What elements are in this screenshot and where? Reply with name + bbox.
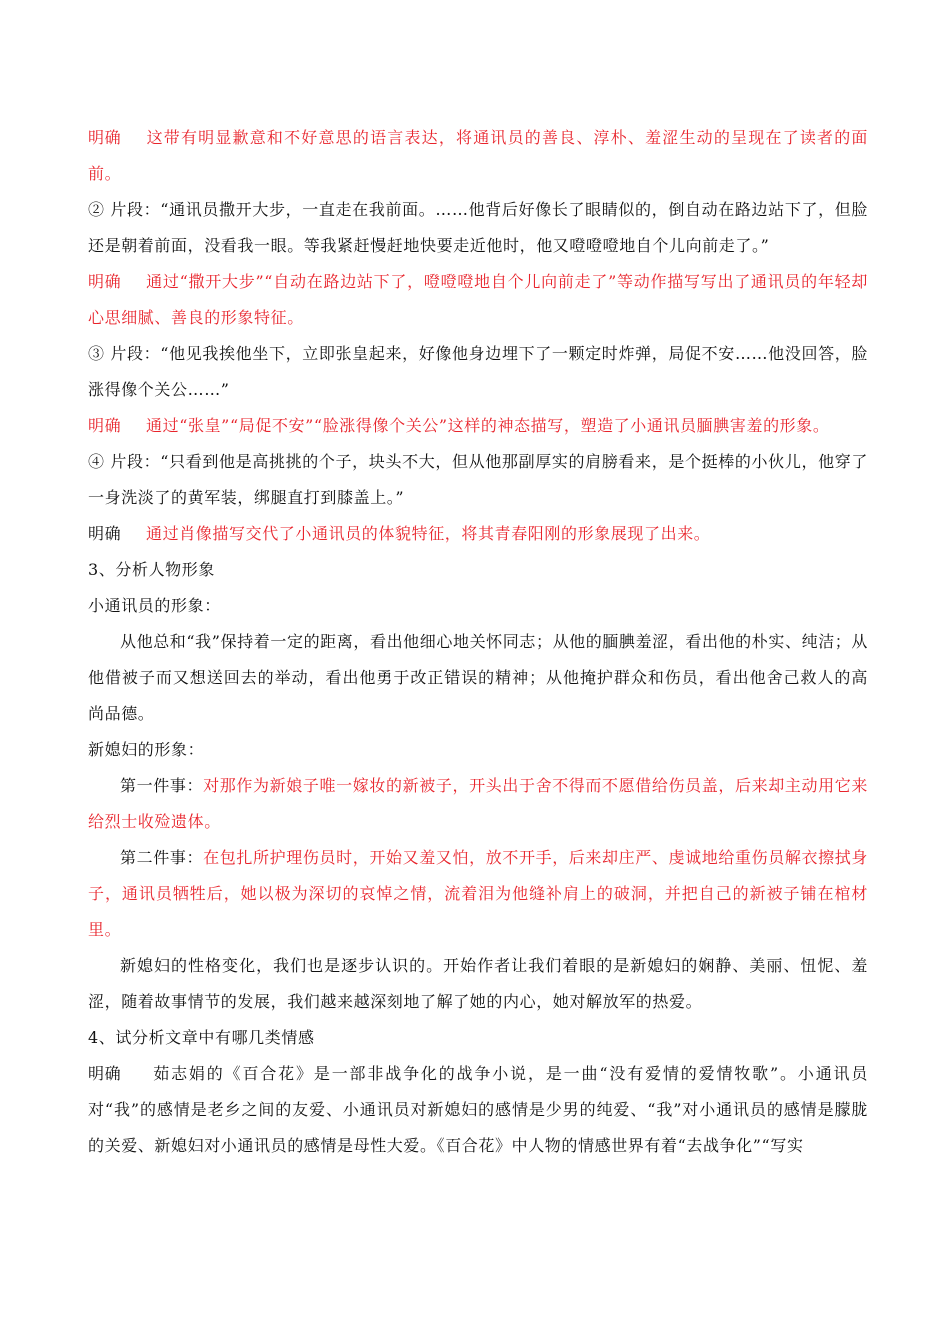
answer-block <box>88 120 868 192</box>
answer-text: 茹志娟的《百合花》是一部非战争化的战争小说，是一曲“没有爱情的爱情牧歌”。小通讯员对“我”的感情是老乡之间的友爱、小通讯员对新媳妇的感情是少男的纯爱、“我”对小通讯员的感情是朦胧的关爱、新媳妇对小通讯员的感情是母性大爱。《百合花》中人物的情感世界有着“去战争化”“写实 <box>88 1064 868 1155</box>
answer-block <box>88 516 868 552</box>
fragment-text: ③ 片段：“他见我挨他坐下，立即张皇起来，好像他身边埋下了一颗定时炸弹，局促不安……他没回答，脸涨得像个关公……” <box>88 344 868 399</box>
answer-label: 明确 <box>88 524 122 543</box>
event-text: 对那作为新娘子唯一嫁妆的新被子，开头出于舍不得而不愿借给伤员盖，后来却主动用它来给烈士收殓遗体。 <box>88 776 868 831</box>
event-label: 第二件事： <box>120 848 204 867</box>
answer-block <box>88 264 868 336</box>
answer-text: 通过“张皇”“局促不安”“脸涨得像个关公”这样的神态描写，塑造了小通讯员腼腆害羞的形象。 <box>146 416 830 435</box>
answer-text: 这带有明显歉意和不好意思的语言表达，将通讯员的善良、淳朴、羞涩生动的呈现在了读者的面前。 <box>88 128 868 183</box>
answer-text: 通过“撒开大步”“自动在路边站下了，噔噔噔地自个儿向前走了”等动作描写写出了通讯员的年轻却心思细腻、善良的形象特征。 <box>88 272 868 327</box>
answer-block <box>88 408 868 444</box>
subheading: 小通讯员的形象： <box>88 596 221 615</box>
body-paragraph: 从他总和“我”保持着一定的距离，看出他细心地关怀同志；从他的腼腆羞涩，看出他的朴实、纯洁；从他借被子而又想送回去的举动，看出他勇于改正错误的精神；从他掩护群众和伤员，看出他舍己救人的高尚品德。 <box>88 632 868 723</box>
event-text: 在包扎所护理伤员时，开始又羞又怕，放不开手，后来却庄严、虔诚地给重伤员解衣擦拭身子，通讯员牺牲后，她以极为深切的哀悼之情，流着泪为他缝补肩上的破洞，并把自己的新被子铺在棺材里。 <box>88 848 868 939</box>
answer-text: 通过肖像描写交代了小通讯员的体貌特征，将其青春阳刚的形象展现了出来。 <box>146 524 711 543</box>
fragment-block <box>88 336 868 408</box>
fragment-block <box>88 444 868 516</box>
answer-label: 明确 <box>88 128 122 147</box>
answer-label: 明确 <box>88 1064 122 1083</box>
event-paragraph <box>88 768 868 840</box>
event-paragraph <box>88 840 868 948</box>
body-paragraph: 新媳妇的性格变化，我们也是逐步认识的。开始作者让我们着眼的是新媳妇的娴静、美丽、忸怩、羞涩，随着故事情节的发展，我们越来越深刻地了解了她的内心，她对解放军的热爱。 <box>88 956 868 1011</box>
section-heading: 4、试分析文章中有哪几类情感 <box>88 1028 315 1047</box>
fragment-text: ② 片段：“通讯员撒开大步，一直走在我前面。……他背后好像长了眼睛似的，倒自动在路边站下了，但脸还是朝着前面，没看我一眼。等我紧赶慢赶地快要走近他时，他又噔噔噔地自个儿向前走了。” <box>88 200 868 255</box>
section-heading: 3、分析人物形象 <box>88 560 215 579</box>
answer-block <box>88 1056 868 1164</box>
document-page <box>88 120 868 1164</box>
event-label: 第一件事： <box>120 776 204 795</box>
answer-label: 明确 <box>88 416 122 435</box>
answer-label: 明确 <box>88 272 122 291</box>
fragment-block <box>88 192 868 264</box>
fragment-text: ④ 片段：“只看到他是高挑挑的个子，块头不大，但从他那副厚实的肩膀看来，是个挺棒的小伙儿，他穿了一身洗淡了的黄军装，绑腿直打到膝盖上。” <box>88 452 868 507</box>
subheading: 新媳妇的形象： <box>88 740 205 759</box>
